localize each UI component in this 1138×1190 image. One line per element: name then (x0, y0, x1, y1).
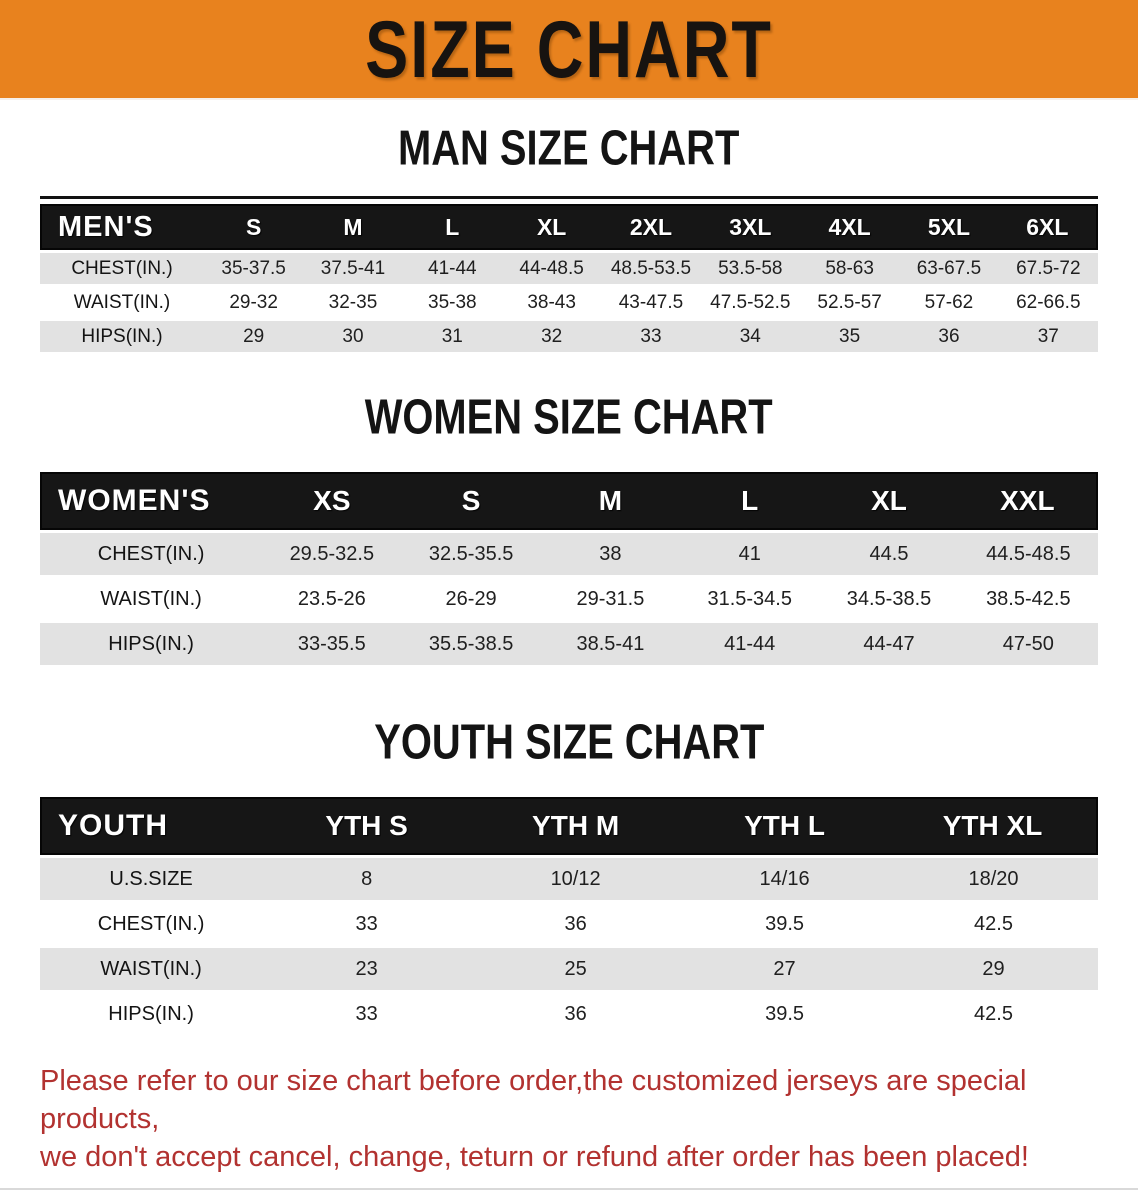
size-value-cell: 57-62 (899, 287, 998, 318)
size-column-header: XS (262, 472, 401, 530)
youth-size-table (40, 794, 1098, 1038)
size-value-cell: 38.5-41 (541, 623, 680, 665)
table-row (40, 858, 1098, 900)
size-column-header: YTH L (680, 797, 889, 855)
size-value-cell: 32.5-35.5 (401, 533, 540, 575)
size-value-cell: 31.5-34.5 (680, 578, 819, 620)
size-value-cell: 32-35 (303, 287, 402, 318)
size-value-cell: 39.5 (680, 903, 889, 945)
size-value-cell: 34 (701, 321, 800, 352)
size-value-cell: 29-31.5 (541, 578, 680, 620)
size-value-cell: 67.5-72 (999, 253, 1098, 284)
men-size-table-wrap (0, 196, 1138, 355)
row-label: WAIST(IN.) (40, 287, 204, 318)
size-value-cell: 53.5-58 (701, 253, 800, 284)
size-value-cell: 29 (204, 321, 303, 352)
table-row (40, 948, 1098, 990)
size-value-cell: 35-37.5 (204, 253, 303, 284)
men-size-table (40, 201, 1098, 355)
size-value-cell: 36 (899, 321, 998, 352)
size-value-cell: 41-44 (680, 623, 819, 665)
size-value-cell: 32 (502, 321, 601, 352)
size-value-cell: 33-35.5 (262, 623, 401, 665)
size-value-cell: 10/12 (471, 858, 680, 900)
row-label: HIPS(IN.) (40, 321, 204, 352)
size-value-cell: 29-32 (204, 287, 303, 318)
disclaimer-line-1: Please refer to our size chart before order,the customized jerseys are special products, (40, 1065, 1027, 1135)
disclaimer-line-2: we don't accept cancel, change, teturn or refund after order has been placed! (40, 1141, 1029, 1173)
size-column-header: S (401, 472, 540, 530)
size-column-header: XL (819, 472, 958, 530)
size-value-cell: 36 (471, 993, 680, 1035)
size-column-header: YTH S (262, 797, 471, 855)
size-value-cell: 35-38 (403, 287, 502, 318)
size-value-cell: 38-43 (502, 287, 601, 318)
size-value-cell: 37.5-41 (303, 253, 402, 284)
size-column-header: L (680, 472, 819, 530)
size-value-cell: 8 (262, 858, 471, 900)
table-row (40, 623, 1098, 665)
table-row (40, 903, 1098, 945)
table-group-label: MEN'S (40, 204, 204, 250)
size-value-cell: 23 (262, 948, 471, 990)
row-label: CHEST(IN.) (40, 533, 262, 575)
size-value-cell: 34.5-38.5 (819, 578, 958, 620)
size-column-header: M (541, 472, 680, 530)
size-value-cell: 14/16 (680, 858, 889, 900)
size-value-cell: 18/20 (889, 858, 1098, 900)
women-size-table-wrap (0, 469, 1138, 668)
size-value-cell: 58-63 (800, 253, 899, 284)
table-row (40, 287, 1098, 318)
table-row (40, 533, 1098, 575)
size-value-cell: 25 (471, 948, 680, 990)
size-column-header: L (403, 204, 502, 250)
size-value-cell: 38 (541, 533, 680, 575)
row-label: WAIST(IN.) (40, 578, 262, 620)
table-group-label: WOMEN'S (40, 472, 262, 530)
size-value-cell: 48.5-53.5 (601, 253, 700, 284)
size-value-cell: 42.5 (889, 993, 1098, 1035)
size-table-header-row (40, 204, 1098, 250)
size-column-header: XL (502, 204, 601, 250)
men-section-heading: MAN SIZE CHART (398, 119, 740, 176)
size-column-header: 2XL (601, 204, 700, 250)
table-row (40, 253, 1098, 284)
size-table-header-row (40, 472, 1098, 530)
size-column-header: 4XL (800, 204, 899, 250)
size-value-cell: 47.5-52.5 (701, 287, 800, 318)
size-value-cell: 44.5-48.5 (959, 533, 1098, 575)
size-value-cell: 35 (800, 321, 899, 352)
size-value-cell: 62-66.5 (999, 287, 1098, 318)
page-title: SIZE CHART (365, 3, 773, 95)
size-value-cell: 52.5-57 (800, 287, 899, 318)
size-value-cell: 44-47 (819, 623, 958, 665)
size-value-cell: 29 (889, 948, 1098, 990)
size-value-cell: 44-48.5 (502, 253, 601, 284)
row-label: U.S.SIZE (40, 858, 262, 900)
table-row (40, 993, 1098, 1035)
row-label: CHEST(IN.) (40, 903, 262, 945)
row-label: HIPS(IN.) (40, 623, 262, 665)
size-value-cell: 33 (262, 993, 471, 1035)
size-value-cell: 30 (303, 321, 402, 352)
row-label: HIPS(IN.) (40, 993, 262, 1035)
men-table-top-rule (40, 196, 1098, 199)
size-table-header-row (40, 797, 1098, 855)
size-value-cell: 29.5-32.5 (262, 533, 401, 575)
size-value-cell: 33 (601, 321, 700, 352)
size-column-header: 3XL (701, 204, 800, 250)
size-value-cell: 47-50 (959, 623, 1098, 665)
table-row (40, 578, 1098, 620)
size-value-cell: 63-67.5 (899, 253, 998, 284)
size-value-cell: 44.5 (819, 533, 958, 575)
size-value-cell: 41 (680, 533, 819, 575)
size-value-cell: 43-47.5 (601, 287, 700, 318)
table-group-label: YOUTH (40, 797, 262, 855)
section-women (0, 388, 1138, 668)
size-column-header: 5XL (899, 204, 998, 250)
size-chart-banner (0, 0, 1138, 100)
size-value-cell: 23.5-26 (262, 578, 401, 620)
size-column-header: YTH XL (889, 797, 1098, 855)
size-value-cell: 42.5 (889, 903, 1098, 945)
size-value-cell: 27 (680, 948, 889, 990)
youth-section-heading: YOUTH SIZE CHART (373, 713, 765, 770)
size-value-cell: 41-44 (403, 253, 502, 284)
size-column-header: XXL (959, 472, 1098, 530)
size-value-cell: 37 (999, 321, 1098, 352)
size-column-header: M (303, 204, 402, 250)
size-value-cell: 39.5 (680, 993, 889, 1035)
size-column-header: S (204, 204, 303, 250)
section-youth (0, 713, 1138, 1038)
size-value-cell: 35.5-38.5 (401, 623, 540, 665)
women-section-heading: WOMEN SIZE CHART (365, 388, 773, 445)
size-value-cell: 26-29 (401, 578, 540, 620)
section-men (0, 119, 1138, 355)
size-value-cell: 38.5-42.5 (959, 578, 1098, 620)
table-row (40, 321, 1098, 352)
youth-size-table-wrap (0, 794, 1138, 1038)
size-value-cell: 33 (262, 903, 471, 945)
row-label: CHEST(IN.) (40, 253, 204, 284)
women-size-table (40, 469, 1098, 668)
size-column-header: YTH M (471, 797, 680, 855)
size-column-header: 6XL (999, 204, 1098, 250)
size-value-cell: 36 (471, 903, 680, 945)
disclaimer-text (40, 1062, 1098, 1176)
size-value-cell: 31 (403, 321, 502, 352)
row-label: WAIST(IN.) (40, 948, 262, 990)
